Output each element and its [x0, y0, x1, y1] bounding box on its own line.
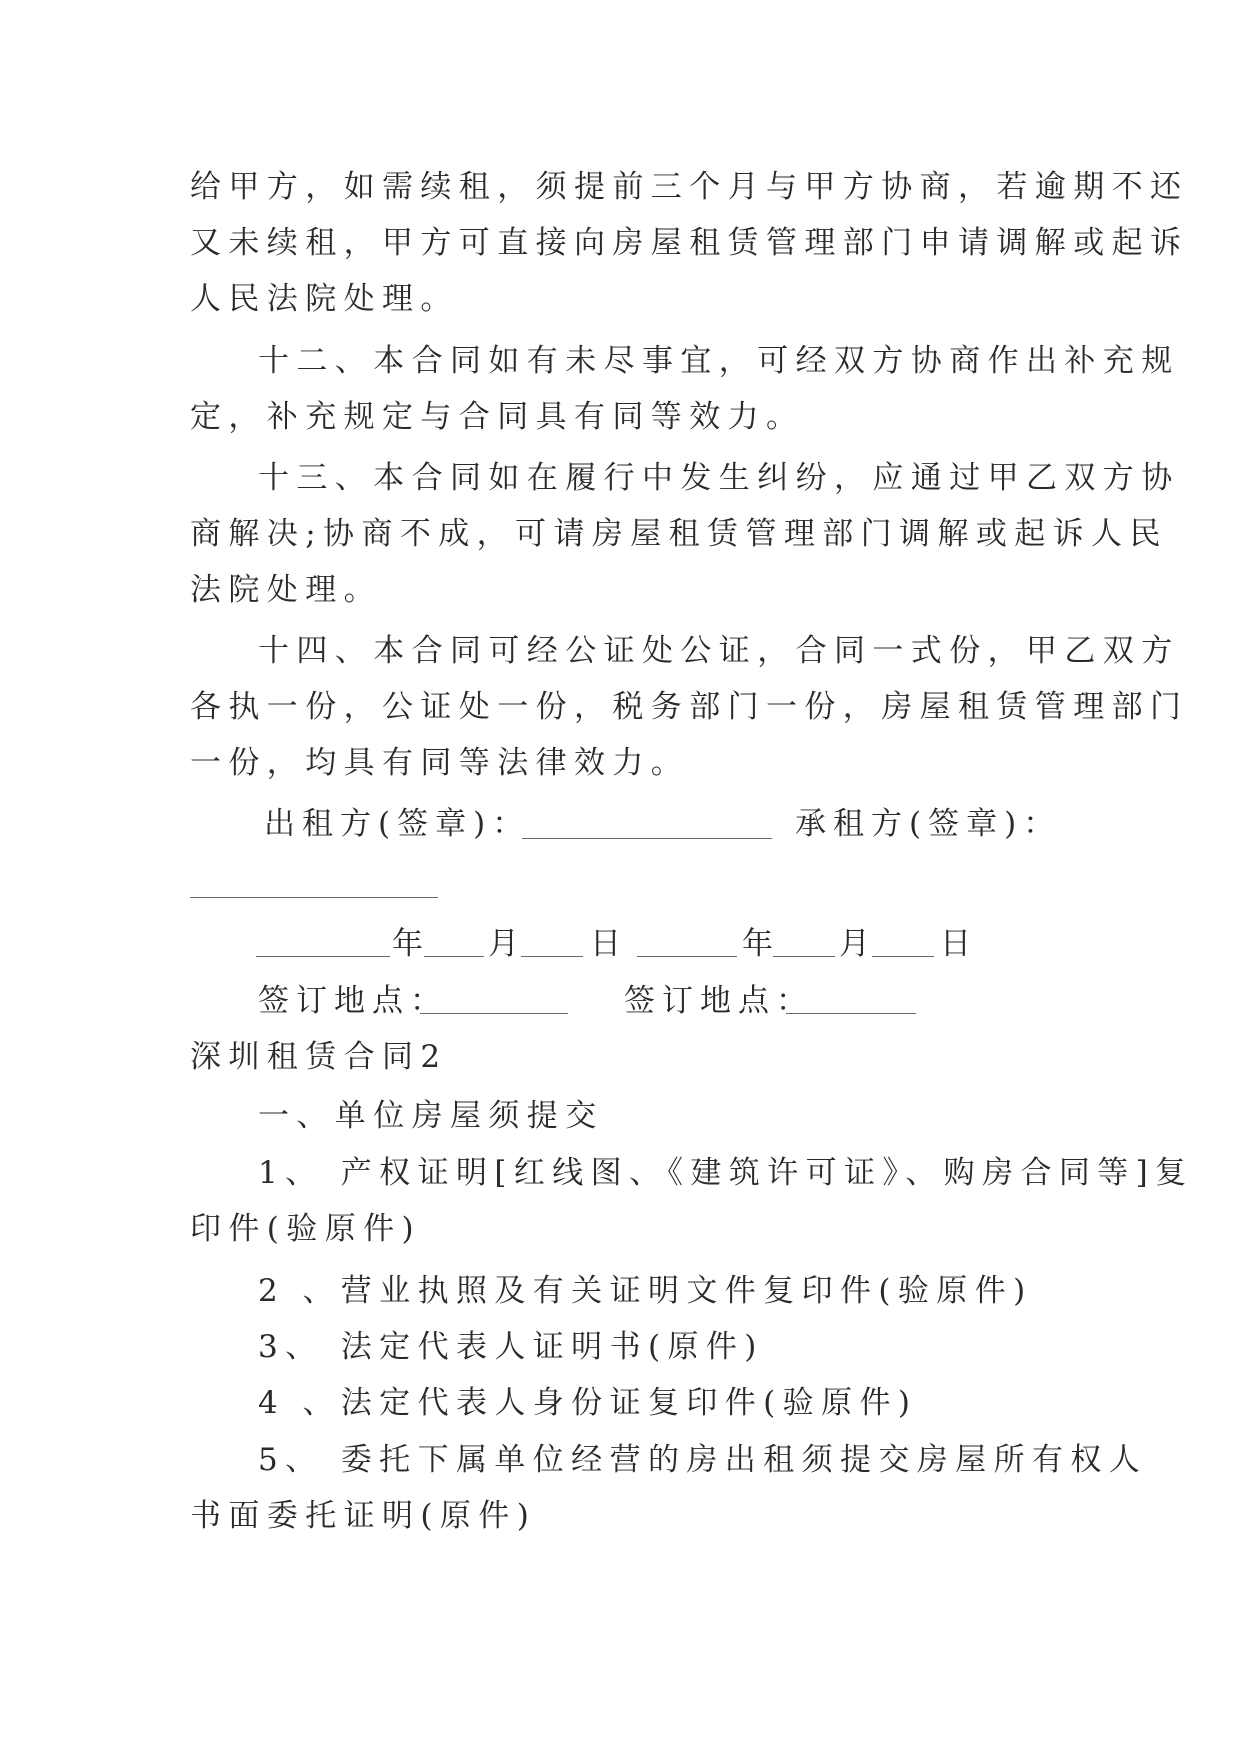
requirement-2: 2 、营业执照及有关证明文件复印件(验原件) — [258, 1273, 1033, 1309]
lessee-signature-blank — [190, 897, 438, 898]
section-2-heading: 一、单位房屋须提交 — [258, 1098, 604, 1134]
clause-13-line-2: 商解决;协商不成，可请房屋租赁管理部门调解或起诉人民 — [190, 516, 1168, 552]
clause-14-line-2: 各执一份，公证处一份，税务部门一份，房屋租赁管理部门 — [190, 689, 1189, 725]
clause-14-line-1: 十四、本合同可经公证处公证，合同一式份，甲乙双方 — [258, 633, 1180, 669]
lessor-day-blank — [521, 956, 583, 957]
requirement-4: 4 、法定代表人身份证复印件(验原件) — [258, 1385, 918, 1421]
lessor-year-label: 年 — [392, 926, 430, 962]
clause-12-line-2: 定，补充规定与合同具有同等效力。 — [190, 399, 805, 435]
lessee-month-blank — [773, 956, 835, 957]
clause-13-line-1: 十三、本合同如在履行中发生纠纷，应通过甲乙双方协 — [258, 460, 1180, 496]
lessor-place-blank — [420, 1013, 568, 1014]
clause-14-line-3: 一份，均具有同等法律效力。 — [190, 745, 690, 781]
requirement-1-line-1: 1、 产权证明[红线图、《建筑许可证》、购房合同等]复 — [258, 1155, 1194, 1191]
lessee-place-label: 签订地点： — [624, 983, 814, 1019]
lessor-signature-blank — [522, 838, 772, 839]
lessee-day-label: 日 — [940, 926, 978, 962]
lessee-month-label: 月 — [839, 926, 877, 962]
section-2-title: 深圳租赁合同2 — [190, 1039, 448, 1075]
lessor-signature-label: 出租方(签章)： — [264, 806, 531, 842]
lessor-month-label: 月 — [488, 926, 526, 962]
lessee-signature-label: 承租方(签章)： — [795, 806, 1062, 842]
lessor-day-label: 日 — [590, 926, 628, 962]
lessee-year-blank — [637, 956, 737, 957]
lessor-year-blank — [256, 956, 390, 957]
clause-13-line-3: 法院处理。 — [190, 572, 382, 608]
requirement-5-line-1: 5、 委托下属单位经营的房出租须提交房屋所有权人 — [258, 1442, 1148, 1478]
clause-11-line-2: 又未续租，甲方可直接向房屋租赁管理部门申请调解或起诉 — [190, 225, 1189, 261]
lessee-place-blank — [786, 1013, 916, 1014]
lessor-place-label: 签订地点： — [258, 983, 448, 1019]
requirement-5-line-2: 书面委托证明(原件) — [190, 1498, 537, 1534]
clause-12-line-1: 十二、本合同如有未尽事宜，可经双方协商作出补充规 — [258, 343, 1180, 379]
lessor-month-blank — [424, 956, 484, 957]
requirement-3: 3、 法定代表人证明书(原件) — [258, 1329, 764, 1365]
lessee-day-blank — [872, 956, 934, 957]
clause-11-line-3: 人民法院处理。 — [190, 281, 459, 317]
clause-11-line-1: 给甲方，如需续租，须提前三个月与甲方协商，若逾期不还 — [190, 169, 1189, 205]
requirement-1-line-2: 印件(验原件) — [190, 1211, 421, 1247]
lessee-year-label: 年 — [742, 926, 780, 962]
